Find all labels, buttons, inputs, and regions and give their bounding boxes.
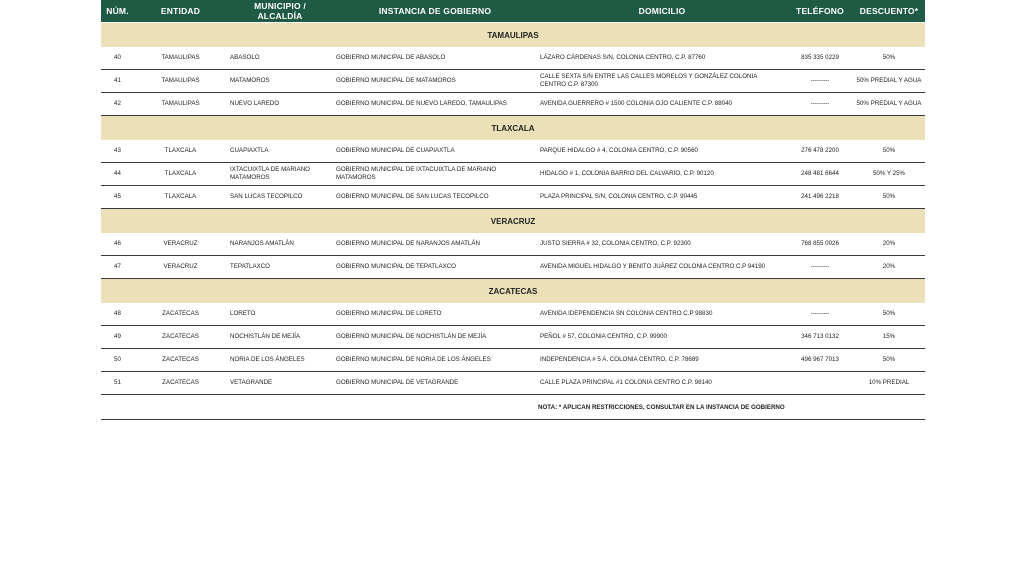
cell-municipio: TEPATLAXCO xyxy=(227,256,333,279)
table-row xyxy=(101,93,925,116)
cell-entidad: ZACATECAS xyxy=(134,349,227,372)
note-row xyxy=(101,395,925,420)
cell-domicilio: CALLE PLAZA PRINCIPAL #1 COLONIA CENTRO C.P. 98140 xyxy=(537,372,787,395)
cell-instancia: GOBIERNO MUNICIPAL DE IXTACUIXTLA DE MARIANO MATAMOROS xyxy=(333,163,537,186)
cell-instancia: GOBIERNO MUNICIPAL DE VETAGRANDE xyxy=(333,372,537,395)
table-row xyxy=(101,303,925,326)
cell-domicilio: HIDALGO # 1, COLONIA BARRIO DEL CALVARIO, C.P. 90120 xyxy=(537,163,787,186)
cell-entidad: ZACATECAS xyxy=(134,372,227,395)
cell-descuento: 50% xyxy=(853,303,925,326)
cell-descuento: 10% PREDIAL xyxy=(853,372,925,395)
cell-num: 40 xyxy=(101,47,134,70)
cell-domicilio: INDEPENDENCIA # 5 A, COLONIA CENTRO, C.P. 78689 xyxy=(537,349,787,372)
cell-descuento: 50% PREDIAL Y AGUA xyxy=(853,70,925,93)
cell-domicilio: AVENIDA GUERRERO # 1500 COLONIA OJO CALIENTE C.P. 88040 xyxy=(537,93,787,116)
cell-entidad: TAMAULIPAS xyxy=(134,47,227,70)
cell-descuento: 50% xyxy=(853,140,925,163)
cell-domicilio: AVENIDA MIGUEL HIDALGO Y BENITO JUÁREZ COLONIA CENTRO C.P 94190 xyxy=(537,256,787,279)
discount-table-container xyxy=(101,0,925,420)
cell-municipio: NOCHISTLÁN DE MEJÍA xyxy=(227,326,333,349)
cell-num: 47 xyxy=(101,256,134,279)
cell-num: 50 xyxy=(101,349,134,372)
cell-telefono: 768 855 0026 xyxy=(787,233,853,256)
cell-entidad: TAMAULIPAS xyxy=(134,70,227,93)
cell-entidad: TLAXCALA xyxy=(134,140,227,163)
cell-telefono: 496 967 7013 xyxy=(787,349,853,372)
cell-num: 42 xyxy=(101,93,134,116)
cell-telefono: --------- xyxy=(787,256,853,279)
state-group-label: VERACRUZ xyxy=(101,209,925,234)
cell-domicilio: LÁZARO CÁRDENAS S/N, COLONIA CENTRO, C.P. 87760 xyxy=(537,47,787,70)
cell-telefono: --------- xyxy=(787,93,853,116)
cell-descuento: 20% xyxy=(853,233,925,256)
cell-num: 41 xyxy=(101,70,134,93)
cell-entidad: TAMAULIPAS xyxy=(134,93,227,116)
cell-instancia: GOBIERNO MUNICIPAL DE LORETO xyxy=(333,303,537,326)
state-group-row xyxy=(101,116,925,141)
cell-instancia: GOBIERNO MUNICIPAL DE MATAMOROS xyxy=(333,70,537,93)
cell-descuento: 15% xyxy=(853,326,925,349)
cell-municipio: MATAMOROS xyxy=(227,70,333,93)
cell-instancia: GOBIERNO MUNICIPAL DE TEPATLAXCO xyxy=(333,256,537,279)
table-row xyxy=(101,326,925,349)
cell-telefono: 276 478 2200 xyxy=(787,140,853,163)
cell-domicilio: PLAZA PRINCIPAL S/N, COLONIA CENTRO, C.P. 90445 xyxy=(537,186,787,209)
table-row xyxy=(101,186,925,209)
table-body xyxy=(101,23,925,420)
table-row xyxy=(101,349,925,372)
cell-municipio: NARANJOS AMATLÁN xyxy=(227,233,333,256)
table-row xyxy=(101,372,925,395)
cell-entidad: VERACRUZ xyxy=(134,256,227,279)
state-group-label: ZACATECAS xyxy=(101,279,925,304)
cell-domicilio: PEÑOL # 57, COLONIA CENTRO, C.P. 99900 xyxy=(537,326,787,349)
cell-municipio: ABASOLO xyxy=(227,47,333,70)
cell-instancia: GOBIERNO MUNICIPAL DE NUEVO LAREDO, TAMAULIPAS xyxy=(333,93,537,116)
table-header-row xyxy=(101,0,925,23)
cell-instancia: GOBIERNO MUNICIPAL DE CUAPIAXTLA xyxy=(333,140,537,163)
state-group-label: TAMAULIPAS xyxy=(101,23,925,48)
cell-telefono: --------- xyxy=(787,303,853,326)
cell-telefono: 346 713 0132 xyxy=(787,326,853,349)
header-entidad: ENTIDAD xyxy=(134,0,227,23)
header-descuento: DESCUENTO* xyxy=(853,0,925,23)
header-telefono: TELÉFONO xyxy=(787,0,853,23)
cell-num: 48 xyxy=(101,303,134,326)
cell-descuento: 50% xyxy=(853,349,925,372)
cell-telefono: 241 496 2218 xyxy=(787,186,853,209)
cell-entidad: ZACATECAS xyxy=(134,303,227,326)
table-row xyxy=(101,233,925,256)
table-row xyxy=(101,140,925,163)
cell-descuento: 50% xyxy=(853,186,925,209)
state-group-row xyxy=(101,209,925,234)
cell-entidad: VERACRUZ xyxy=(134,233,227,256)
header-domicilio: DOMICILIO xyxy=(537,0,787,23)
cell-telefono: 248 481 6644 xyxy=(787,163,853,186)
discount-table xyxy=(101,0,925,420)
cell-municipio: VETAGRANDE xyxy=(227,372,333,395)
cell-telefono: --------- xyxy=(787,70,853,93)
cell-telefono: 835 335 0229 xyxy=(787,47,853,70)
cell-municipio: LORETO xyxy=(227,303,333,326)
header-num: NÚM. xyxy=(101,0,134,23)
cell-descuento: 20% xyxy=(853,256,925,279)
table-row xyxy=(101,70,925,93)
cell-municipio: SAN LUCAS TECOPILCO xyxy=(227,186,333,209)
header-municipio: MUNICIPIO / ALCALDÍA xyxy=(227,0,333,23)
cell-num: 45 xyxy=(101,186,134,209)
cell-municipio: CUAPIAXTLA xyxy=(227,140,333,163)
cell-entidad: TLAXCALA xyxy=(134,186,227,209)
cell-domicilio: PARQUE HIDALGO # 4, COLONIA CENTRO, C.P. 90560 xyxy=(537,140,787,163)
cell-municipio: NORIA DE LOS ÁNGELES xyxy=(227,349,333,372)
cell-municipio: NUEVO LAREDO xyxy=(227,93,333,116)
cell-entidad: TLAXCALA xyxy=(134,163,227,186)
cell-instancia: GOBIERNO MUNICIPAL DE ABASOLO xyxy=(333,47,537,70)
cell-num: 43 xyxy=(101,140,134,163)
cell-municipio: IXTACUIXTLA DE MARIANO MATAMOROS xyxy=(227,163,333,186)
cell-descuento: 50% Y 25% xyxy=(853,163,925,186)
cell-num: 46 xyxy=(101,233,134,256)
restrictions-note: NOTA: * APLICAN RESTRICCIONES, CONSULTAR EN LA INSTANCIA DE GOBIERNO xyxy=(537,395,925,420)
cell-num: 49 xyxy=(101,326,134,349)
table-row xyxy=(101,256,925,279)
cell-instancia: GOBIERNO MUNICIPAL DE NARANJOS AMATLÁN xyxy=(333,233,537,256)
table-row xyxy=(101,47,925,70)
cell-num: 51 xyxy=(101,372,134,395)
state-group-row xyxy=(101,23,925,48)
header-instancia: INSTANCIA DE GOBIERNO xyxy=(333,0,537,23)
cell-domicilio: CALLE SEXTA S/N ENTRE LAS CALLES MORELOS Y GONZÁLEZ COLONIA CENTRO C.P. 87300 xyxy=(537,70,787,93)
table-row xyxy=(101,163,925,186)
cell-instancia: GOBIERNO MUNICIPAL DE NORIA DE LOS ÁNGELES xyxy=(333,349,537,372)
cell-descuento: 50% PREDIAL Y AGUA xyxy=(853,93,925,116)
cell-entidad: ZACATECAS xyxy=(134,326,227,349)
cell-domicilio: AVENIDA IDEPENDENCIA SN COLONIA CENTRO C.P 98830 xyxy=(537,303,787,326)
note-spacer xyxy=(101,395,537,420)
state-group-label: TLAXCALA xyxy=(101,116,925,141)
cell-instancia: GOBIERNO MUNICIPAL DE NOCHISTLÁN DE MEJÍA xyxy=(333,326,537,349)
cell-descuento: 50% xyxy=(853,47,925,70)
cell-num: 44 xyxy=(101,163,134,186)
cell-domicilio: JUSTO SIERRA # 32, COLONIA CENTRO, C.P. 92300 xyxy=(537,233,787,256)
state-group-row xyxy=(101,279,925,304)
cell-instancia: GOBIERNO MUNICIPAL DE SAN LUCAS TECOPILCO xyxy=(333,186,537,209)
cell-telefono xyxy=(787,372,853,395)
